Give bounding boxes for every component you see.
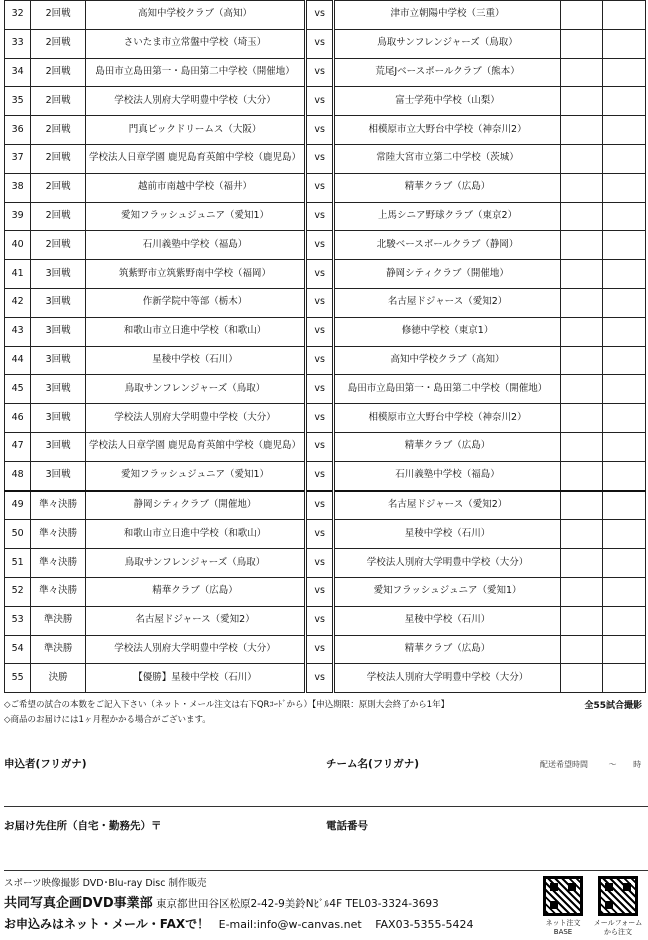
order-count-cell[interactable] (560, 260, 602, 289)
team-2: 精華クラブ（広島） (334, 432, 560, 461)
order-count-cell[interactable] (560, 1, 602, 30)
game-rows (5, 1, 646, 693)
team-2: 津市立朝陽中学校（三重） (334, 1, 560, 30)
order-count-cell[interactable] (560, 231, 602, 260)
company-address: 東京都世田谷区松原2-42-9美鈴Nﾋﾞﾙ4F TEL03-3324-3693 (156, 898, 439, 910)
vs-label: vs (306, 606, 334, 635)
game-number: 54 (5, 635, 31, 664)
game-round: 準決勝 (31, 606, 86, 635)
order-count-cell-2[interactable] (602, 202, 645, 231)
order-count-cell[interactable] (560, 577, 602, 606)
order-count-cell-2[interactable] (602, 1, 645, 30)
footer (4, 875, 534, 932)
game-row (5, 375, 646, 404)
order-methods: お申込みはネット・メール・FAXで！ (4, 917, 210, 931)
team-1: 島田市立島田第一・島田第二中学校（開催地） (86, 58, 306, 87)
order-count-cell-2[interactable] (602, 664, 645, 693)
game-round: 準々決勝 (31, 549, 86, 578)
game-round: 準決勝 (31, 635, 86, 664)
team-1: 愛知フラッシュジュニア（愛知1） (86, 461, 306, 490)
vs-label: vs (306, 549, 334, 578)
order-count-cell[interactable] (560, 375, 602, 404)
vs-label: vs (306, 491, 334, 520)
team-1: 【優勝】星稜中学校（石川） (86, 664, 306, 693)
game-row (5, 635, 646, 664)
address-label: お届け先住所（自宅・勤務先）〒 (4, 820, 162, 832)
game-number: 47 (5, 432, 31, 461)
team-1: 石川義塾中学校（福島） (86, 231, 306, 260)
team-1: 学校法人別府大学明豊中学校（大分） (86, 635, 306, 664)
notes (4, 698, 449, 728)
game-row (5, 577, 646, 606)
order-count-cell[interactable] (560, 317, 602, 346)
game-round: 3回戦 (31, 346, 86, 375)
team-2: 愛知フラッシュジュニア（愛知1） (334, 577, 560, 606)
vs-label: vs (306, 520, 334, 549)
order-count-cell[interactable] (560, 346, 602, 375)
game-number: 49 (5, 491, 31, 520)
game-row (5, 549, 646, 578)
order-count-cell[interactable] (560, 520, 602, 549)
team-1: さいたま市立常盤中学校（埼玉） (86, 29, 306, 58)
team-1: 名古屋ドジャース（愛知2） (86, 606, 306, 635)
game-number: 48 (5, 461, 31, 490)
game-number: 37 (5, 144, 31, 173)
game-row (5, 432, 646, 461)
order-count-cell-2[interactable] (602, 491, 645, 520)
team-1: 精華クラブ（広島） (86, 577, 306, 606)
team-1: 静岡シティクラブ（開催地） (86, 491, 306, 520)
vs-label: vs (306, 317, 334, 346)
vs-label: vs (306, 202, 334, 231)
game-number: 38 (5, 173, 31, 202)
vs-label: vs (306, 288, 334, 317)
order-count-cell[interactable] (560, 29, 602, 58)
form-divider (4, 806, 648, 807)
order-count-cell[interactable] (560, 664, 602, 693)
order-count-cell-2[interactable] (602, 231, 645, 260)
team-1: 筑紫野市立筑紫野南中学校（福岡） (86, 260, 306, 289)
team-2: 北駿ベースボールクラブ（静岡） (334, 231, 560, 260)
order-count-cell-2[interactable] (602, 317, 645, 346)
team-1: 学校法人日章学園 鹿児島育英館中学校（鹿児島） (86, 144, 306, 173)
game-round: 3回戦 (31, 375, 86, 404)
game-number: 53 (5, 606, 31, 635)
order-count-cell-2[interactable] (602, 461, 645, 490)
game-schedule-table (4, 0, 646, 693)
team-1: 高知中学校クラブ（高知） (86, 1, 306, 30)
team-2: 星稜中学校（石川） (334, 606, 560, 635)
game-row (5, 461, 646, 490)
email-link[interactable]: E-mail:info@w-canvas.net (218, 918, 362, 931)
game-number: 45 (5, 375, 31, 404)
vs-label: vs (306, 404, 334, 433)
game-round: 3回戦 (31, 317, 86, 346)
qr-code-base[interactable] (543, 876, 583, 916)
footer-tagline: スポーツ映像撮影 DVD･Blu-ray Disc 制作販売 (4, 878, 207, 889)
team-2: 富士学苑中学校（山梨） (334, 87, 560, 116)
team-1: 作新学院中等部（栃木） (86, 288, 306, 317)
game-row (5, 116, 646, 145)
note-line-2: ◇商品のお届けには1ヶ月程かかる場合がございます。 (4, 715, 211, 725)
order-count-cell[interactable] (560, 87, 602, 116)
order-count-cell-2[interactable] (602, 606, 645, 635)
vs-label: vs (306, 375, 334, 404)
game-round: 準々決勝 (31, 520, 86, 549)
company-name: 共同写真企画DVD事業部 (4, 896, 153, 911)
game-number: 51 (5, 549, 31, 578)
order-count-cell[interactable] (560, 635, 602, 664)
team-2: 名古屋ドジャース（愛知2） (334, 288, 560, 317)
vs-label: vs (306, 635, 334, 664)
fax-number: FAX03-5355-5424 (375, 918, 474, 931)
team-name-label: チーム名(フリガナ) (326, 758, 420, 770)
team-1: 学校法人別府大学明豊中学校（大分） (86, 404, 306, 433)
game-number: 46 (5, 404, 31, 433)
game-round: 2回戦 (31, 87, 86, 116)
vs-label: vs (306, 664, 334, 693)
team-2: 星稜中学校（石川） (334, 520, 560, 549)
order-count-cell[interactable] (560, 58, 602, 87)
vs-label: vs (306, 144, 334, 173)
game-row (5, 144, 646, 173)
team-1: 鳥取サンフレンジャーズ（鳥取） (86, 375, 306, 404)
team-1: 星稜中学校（石川） (86, 346, 306, 375)
team-1: 鳥取サンフレンジャーズ（鳥取） (86, 549, 306, 578)
game-number: 50 (5, 520, 31, 549)
delivery-time-label: 配送希望時間 ～ 時 (540, 760, 642, 769)
team-1: 愛知フラッシュジュニア（愛知1） (86, 202, 306, 231)
game-row (5, 29, 646, 58)
order-count-cell[interactable] (560, 202, 602, 231)
vs-label: vs (306, 260, 334, 289)
order-count-cell[interactable] (560, 432, 602, 461)
team-2: 荒尾Jベースボールクラブ（熊本） (334, 58, 560, 87)
vs-label: vs (306, 461, 334, 490)
game-number: 43 (5, 317, 31, 346)
note-line-1: ◇ご希望の試合の本数をご記入下さい（ネット・メール注文は右下QRｺｰﾄﾞから）【申込期限：原則大会終了から1年】 (4, 700, 450, 710)
vs-label: vs (306, 173, 334, 202)
order-count-cell[interactable] (560, 461, 602, 490)
game-round: 準々決勝 (31, 491, 86, 520)
vs-label: vs (306, 1, 334, 30)
game-row (5, 231, 646, 260)
game-number: 41 (5, 260, 31, 289)
game-row (5, 317, 646, 346)
game-round: 2回戦 (31, 173, 86, 202)
game-number: 32 (5, 1, 31, 30)
phone-label: 電話番号 (326, 820, 368, 832)
order-count-cell[interactable] (560, 491, 602, 520)
order-count-cell-2[interactable] (602, 173, 645, 202)
team-2: 相模原市立大野台中学校（神奈川2） (334, 404, 560, 433)
order-count-cell-2[interactable] (602, 577, 645, 606)
qr-mailform-caption: メールフォーム から注文 (593, 919, 643, 936)
team-2: 上馬シニア野球クラブ（東京2） (334, 202, 560, 231)
game-row (5, 346, 646, 375)
footer-company (4, 892, 534, 911)
team-2: 相模原市立大野台中学校（神奈川2） (334, 116, 560, 145)
vs-label: vs (306, 231, 334, 260)
order-count-cell[interactable] (560, 404, 602, 433)
game-row (5, 606, 646, 635)
game-round: 3回戦 (31, 461, 86, 490)
game-row (5, 202, 646, 231)
qr-code-mailform[interactable] (598, 876, 638, 916)
footer-divider (4, 870, 648, 871)
team-2: 修徳中学校（東京1） (334, 317, 560, 346)
game-number: 40 (5, 231, 31, 260)
team-1: 学校法人日章学園 鹿児島育英館中学校（鹿児島） (86, 432, 306, 461)
order-count-cell-2[interactable] (602, 260, 645, 289)
team-1: 越前市南越中学校（福井） (86, 173, 306, 202)
game-row (5, 260, 646, 289)
order-count-cell[interactable] (560, 549, 602, 578)
team-1: 和歌山市立日進中学校（和歌山） (86, 317, 306, 346)
game-row (5, 491, 646, 520)
team-2: 精華クラブ（広島） (334, 635, 560, 664)
order-count-cell-2[interactable] (602, 375, 645, 404)
order-count-cell[interactable] (560, 288, 602, 317)
game-round: 2回戦 (31, 231, 86, 260)
team-1: 和歌山市立日進中学校（和歌山） (86, 520, 306, 549)
order-count-cell-2[interactable] (602, 87, 645, 116)
game-number: 33 (5, 29, 31, 58)
team-2: 高知中学校クラブ（高知） (334, 346, 560, 375)
game-round: 準々決勝 (31, 577, 86, 606)
game-number: 39 (5, 202, 31, 231)
game-round: 3回戦 (31, 404, 86, 433)
order-count-cell-2[interactable] (602, 58, 645, 87)
game-row (5, 404, 646, 433)
order-count-cell-2[interactable] (602, 346, 645, 375)
order-count-cell-2[interactable] (602, 549, 645, 578)
order-count-cell-2[interactable] (602, 432, 645, 461)
vs-label: vs (306, 346, 334, 375)
team-2: 精華クラブ（広島） (334, 173, 560, 202)
game-row (5, 58, 646, 87)
game-round: 2回戦 (31, 202, 86, 231)
game-number: 55 (5, 664, 31, 693)
total-games: 全55試合撮影 (584, 701, 642, 711)
order-count-cell[interactable] (560, 116, 602, 145)
order-count-cell-2[interactable] (602, 116, 645, 145)
team-2: 静岡シティクラブ（開催地） (334, 260, 560, 289)
game-round: 2回戦 (31, 58, 86, 87)
game-number: 52 (5, 577, 31, 606)
team-2: 鳥取サンフレンジャーズ（鳥取） (334, 29, 560, 58)
game-round: 3回戦 (31, 288, 86, 317)
game-row (5, 87, 646, 116)
order-count-cell-2[interactable] (602, 288, 645, 317)
game-number: 42 (5, 288, 31, 317)
order-count-cell-2[interactable] (602, 144, 645, 173)
team-1: 学校法人別府大学明豊中学校（大分） (86, 87, 306, 116)
team-2: 常陸大宮市立第二中学校（茨城） (334, 144, 560, 173)
vs-label: vs (306, 29, 334, 58)
vs-label: vs (306, 116, 334, 145)
game-number: 44 (5, 346, 31, 375)
team-1: 門真ビックドリームス（大阪） (86, 116, 306, 145)
footer-order (4, 915, 534, 932)
qr-base-caption: ネット注文 BASE (545, 919, 581, 936)
vs-label: vs (306, 58, 334, 87)
game-round: 2回戦 (31, 29, 86, 58)
order-count-cell[interactable] (560, 606, 602, 635)
order-count-cell-2[interactable] (602, 635, 645, 664)
game-round: 3回戦 (31, 260, 86, 289)
order-count-cell-2[interactable] (602, 520, 645, 549)
game-row (5, 520, 646, 549)
vs-label: vs (306, 87, 334, 116)
game-number: 35 (5, 87, 31, 116)
team-2: 石川義塾中学校（福島） (334, 461, 560, 490)
team-2: 学校法人別府大学明豊中学校（大分） (334, 549, 560, 578)
order-count-cell[interactable] (560, 173, 602, 202)
order-count-cell-2[interactable] (602, 29, 645, 58)
game-row (5, 1, 646, 30)
team-2: 島田市立島田第一・島田第二中学校（開催地） (334, 375, 560, 404)
team-2: 学校法人別府大学明豊中学校（大分） (334, 664, 560, 693)
game-round: 2回戦 (31, 144, 86, 173)
applicant-label: 申込者(フリガナ) (4, 758, 87, 770)
game-round: 決勝 (31, 664, 86, 693)
game-number: 34 (5, 58, 31, 87)
vs-label: vs (306, 432, 334, 461)
game-row (5, 173, 646, 202)
game-round: 3回戦 (31, 432, 86, 461)
order-count-cell-2[interactable] (602, 404, 645, 433)
order-count-cell[interactable] (560, 144, 602, 173)
game-row (5, 288, 646, 317)
game-round: 2回戦 (31, 116, 86, 145)
game-number: 36 (5, 116, 31, 145)
game-row (5, 664, 646, 693)
vs-label: vs (306, 577, 334, 606)
game-round: 2回戦 (31, 1, 86, 30)
team-2: 名古屋ドジャース（愛知2） (334, 491, 560, 520)
